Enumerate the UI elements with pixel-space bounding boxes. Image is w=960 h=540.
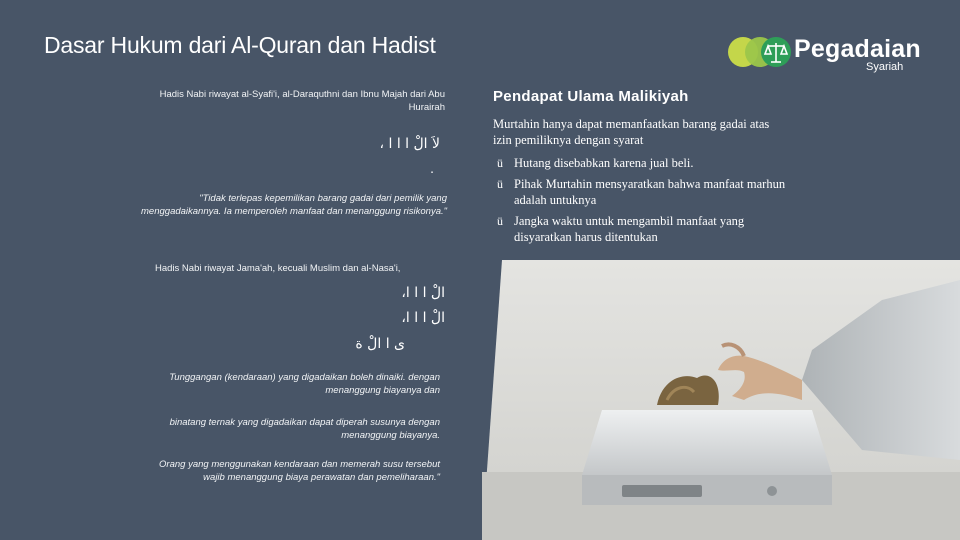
condition-text: Pihak Murtahin mensyaratkan bahwa manfaat marhun adalah untuknya xyxy=(514,177,786,207)
logo-subtitle: Syariah xyxy=(866,61,904,73)
slide-title: Dasar Hukum dari Al-Quran dan Hadist xyxy=(44,32,436,58)
check-icon: ü xyxy=(497,177,503,191)
gold-scale-photo xyxy=(482,260,960,540)
pegadaian-syariah-logo xyxy=(726,33,926,77)
opinion-intro: Murtahin hanya dapat memanfaatkan barang gadai atas izin pemiliknya dengan syarat xyxy=(493,117,770,147)
hadith-translation-4: Orang yang menggunakan kendaraan dan memerah susu tersebut wajib menanggung biaya perawatan dan pemeliharaan." xyxy=(159,459,440,483)
hadith-translation-2: Tunggangan (kendaraan) yang digadaikan boleh dinaiki. dengan menanggung biayanya dan xyxy=(169,372,440,396)
arabic-text-1: لاَ الْ ا ا ا ، xyxy=(379,136,440,152)
opinion-heading: Pendapat Ulama Malikiyah xyxy=(493,88,689,105)
condition-item xyxy=(493,213,793,245)
condition-list xyxy=(493,155,793,250)
balance-scale-logo-icon xyxy=(726,35,796,69)
check-icon: ü xyxy=(497,214,503,228)
scale-with-gold-photo-icon xyxy=(482,260,960,540)
arabic-text-3: الْ ا ا ا، xyxy=(401,285,445,301)
logo-wordmark: Pegadaian xyxy=(794,35,921,63)
condition-text: Hutang disebabkan karena jual beli. xyxy=(514,156,694,170)
arabic-text-4: الْ ا ا ا، xyxy=(401,310,445,326)
hadith-translation-3: binatang ternak yang digadaikan dapat diperah susunya dengan menanggung biayanya. xyxy=(169,417,440,441)
hadith-source-2: Hadis Nabi riwayat Jama'ah, kecuali Muslim dan al-Nasa'i, xyxy=(155,263,401,274)
condition-item xyxy=(493,155,793,171)
hadith-translation-1: "Tidak terlepas kepemilikan barang gadai dari pemilik yang menggadaikannya. Ia memperoleh manfaat dan menanggung risikonya." xyxy=(141,193,447,217)
condition-item xyxy=(493,176,793,208)
arabic-text-2: . xyxy=(430,162,440,176)
check-icon: ü xyxy=(497,156,503,170)
condition-text: Jangka waktu untuk mengambil manfaat yang disyaratkan harus ditentukan xyxy=(514,214,745,244)
hadith-source-1: Hadis Nabi riwayat al-Syafi'i, al-Daraquthni dan Ibnu Majah dari Abu Hurairah xyxy=(159,89,445,113)
arabic-text-5: ى ا الْ ة xyxy=(355,336,405,352)
